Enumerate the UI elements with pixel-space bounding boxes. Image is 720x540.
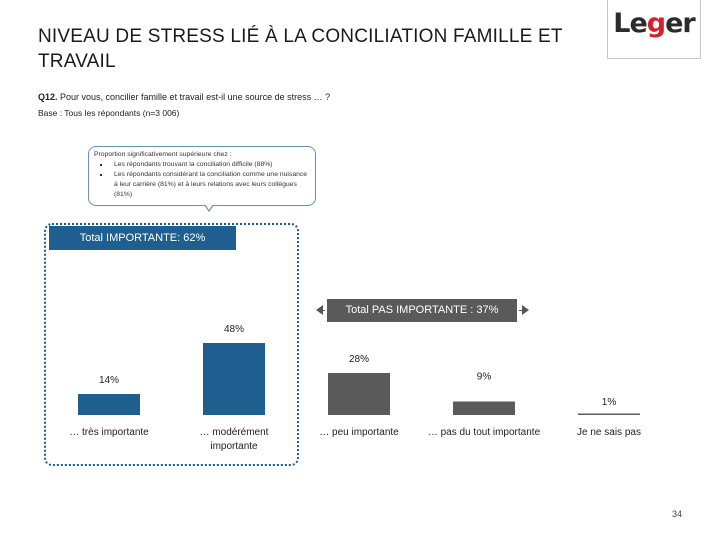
bar-1 xyxy=(203,343,265,415)
callout-heading: Proportion significativement supérieure chez : xyxy=(94,151,232,158)
data-label-2: 28% xyxy=(348,354,370,365)
logo-text-g: g xyxy=(646,8,666,39)
question-body: Pour vous, concilier famille et travail est-il une source de stress … ? xyxy=(57,92,331,102)
category-label-2: … peu importante xyxy=(319,427,399,438)
callout-item: ▪ Les répondants considérant la conciliation comme une nuisance à leur carrière (81%) et à leurs relations avec leurs collègues (81%) xyxy=(110,170,310,200)
bar-2 xyxy=(328,373,390,415)
logo-text-part1: Le xyxy=(613,8,647,39)
category-label-0: … très importante xyxy=(69,427,149,438)
data-label-4: 1% xyxy=(601,397,617,408)
logo-text-part2: er xyxy=(665,8,695,39)
total-not-important-label: Total PAS IMPORTANTE : 37% xyxy=(327,299,517,322)
base-text: Base : Tous les répondants (n=3 006) xyxy=(38,108,180,118)
bar-3 xyxy=(453,402,515,416)
data-label-0: 14% xyxy=(98,375,120,386)
category-label-1: importante xyxy=(210,441,258,452)
bar-0 xyxy=(78,394,140,415)
page-title: NIVEAU DE STRESS LIÉ À LA CONCILIATION FAMILLE ET TRAVAIL xyxy=(38,26,563,72)
page-number: 34 xyxy=(672,509,683,519)
data-label-1: 48% xyxy=(223,324,245,335)
category-label-3: … pas du tout importante xyxy=(427,427,541,438)
category-label-1: … modérément xyxy=(199,427,269,438)
bar-4 xyxy=(578,414,640,416)
callout-item: ▪ Les répondants trouvant la conciliation difficile (88%) xyxy=(110,160,310,170)
total-important-label: Total IMPORTANTE: 62% xyxy=(49,226,236,250)
category-label-4: Je ne sais pas xyxy=(577,427,641,438)
data-label-3: 9% xyxy=(476,371,492,383)
question-code: Q12. xyxy=(38,92,58,102)
